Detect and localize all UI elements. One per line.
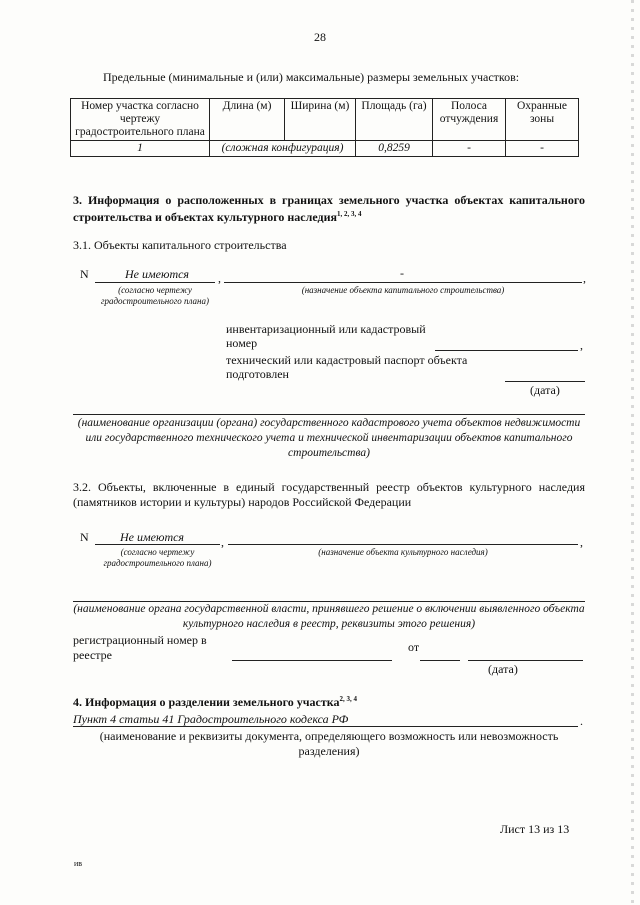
cell-plot-number: 1 bbox=[71, 141, 210, 157]
inventory-label: инвентаризационный или кадастровый номер bbox=[226, 322, 426, 350]
comma: , bbox=[221, 535, 224, 549]
underline bbox=[73, 726, 578, 727]
col-length: Длина (м) bbox=[210, 99, 285, 141]
division-document-value: Пункт 4 статьи 41 Градостроительного кодекса РФ bbox=[73, 712, 349, 726]
org-caption: (наименование организации (органа) государственного кадастрового учета объектов недвижимости или государственного технического учета и технической инвентаризации объектов капитального строительства) bbox=[77, 417, 581, 459]
table-row bbox=[71, 141, 579, 157]
cell-dimensions: (сложная конфигурация) bbox=[210, 141, 356, 157]
from-label: от bbox=[408, 640, 420, 654]
underline bbox=[224, 282, 582, 283]
caption-purpose: (назначение объекта капитального строительства) bbox=[301, 285, 505, 295]
underline bbox=[435, 350, 578, 351]
underline bbox=[73, 414, 585, 415]
col-area: Площадь (га) bbox=[356, 99, 433, 141]
caption-plan-number: (согласно чертежу градостроительного плана) bbox=[100, 285, 210, 306]
underline bbox=[505, 381, 585, 382]
scan-edge bbox=[631, 0, 634, 905]
comma: , bbox=[583, 271, 586, 285]
comma: , bbox=[580, 535, 583, 549]
capital-objects-value: Не имеются bbox=[125, 267, 190, 281]
cell-area: 0,8259 bbox=[356, 141, 433, 157]
section3-title bbox=[73, 193, 585, 224]
section3-title-sup: 1, 2, 3, 4 bbox=[337, 210, 362, 218]
section3-1-title: 3.1. Объекты капитального строительства bbox=[73, 238, 287, 252]
date-caption: (дата) bbox=[488, 662, 518, 676]
section4-title bbox=[73, 692, 357, 709]
page-number: 28 bbox=[314, 30, 326, 44]
section3-title-text: 3. Информация о расположенных в границах земельного участка объектах капитального строительства и объектах культурного наследия bbox=[73, 193, 585, 224]
purpose-dash: - bbox=[400, 266, 404, 280]
section4-title-text: 4. Информация о разделении земельного участка bbox=[73, 695, 340, 709]
caption-plan-number: (согласно чертежу градостроительного плана) bbox=[103, 547, 212, 568]
footer-mark: ив bbox=[74, 859, 83, 868]
underline bbox=[420, 660, 460, 661]
comma: , bbox=[218, 271, 221, 285]
caption-heritage-purpose: (назначение объекта культурного наследия) bbox=[318, 547, 488, 557]
division-caption: (наименование и реквизиты документа, определяющего возможность или невозможность разделения) bbox=[99, 729, 559, 758]
passport-label: технический или кадастровый паспорт объекта подготовлен bbox=[226, 353, 468, 381]
underline bbox=[232, 660, 392, 661]
n-label: N bbox=[80, 530, 89, 544]
date-caption: (дата) bbox=[530, 383, 560, 397]
col-strip: Полоса отчуждения bbox=[433, 99, 506, 141]
n-label: N bbox=[80, 267, 89, 281]
dot: . bbox=[580, 714, 583, 728]
sheet-counter: Лист 13 из 13 bbox=[500, 822, 570, 836]
registry-number-label: регистрационный номер в реестре bbox=[73, 633, 207, 662]
limits-heading: Предельные (минимальные и (или) максимальные) размеры земельных участков: bbox=[103, 70, 520, 84]
table-header-row bbox=[71, 99, 579, 141]
section4-title-sup: 2, 3, 4 bbox=[339, 695, 357, 703]
heritage-objects-value: Не имеются bbox=[120, 530, 185, 544]
authority-caption: (наименование органа государственной власти, принявшего решение о включении выявленного объекта культурного наследия в реестр, реквизиты этого решения) bbox=[73, 603, 585, 630]
cell-zones: - bbox=[506, 141, 579, 157]
col-plot-number: Номер участка согласно чертежу градостроительного плана bbox=[71, 99, 210, 141]
col-width: Ширина (м) bbox=[285, 99, 356, 141]
limits-table bbox=[70, 98, 579, 157]
col-zones: Охранные зоны bbox=[506, 99, 579, 141]
section3-2-title: 3.2. Объекты, включенные в единый государственный реестр объектов культурного наследия (памятников истории и культуры) народов Российской Федерации bbox=[73, 480, 585, 509]
underline bbox=[228, 544, 578, 545]
underline bbox=[95, 282, 215, 283]
comma: , bbox=[580, 338, 583, 352]
underline bbox=[468, 660, 583, 661]
cell-strip: - bbox=[433, 141, 506, 157]
underline bbox=[95, 544, 220, 545]
